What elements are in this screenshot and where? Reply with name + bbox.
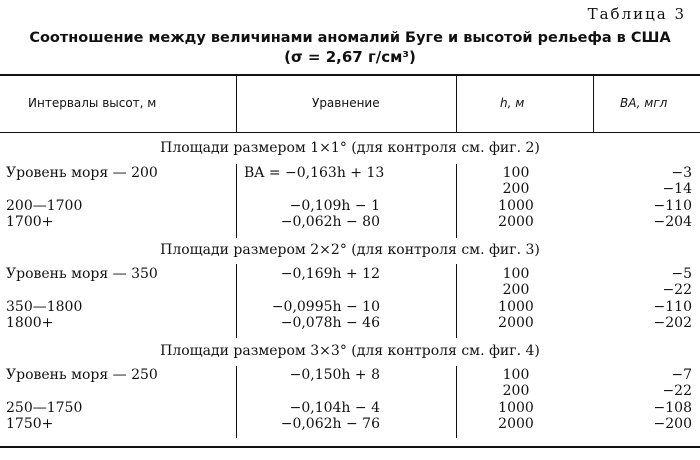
section-title: Площади размером 2×2° (для контроля см. фиг. 3) <box>160 242 540 258</box>
equation-cell: −0,062h − 80 <box>280 214 380 230</box>
section-divider-1 <box>236 366 237 438</box>
table-label: Таблица 3 <box>587 5 686 23</box>
equation-cell: −0,078h − 46 <box>280 315 380 331</box>
h-value: 200 <box>502 282 530 298</box>
section-divider-1 <box>236 264 237 338</box>
h-value: 2000 <box>498 416 534 432</box>
table-title: Соотношение между величинами аномалий Буге и высотой рельефа в США <box>29 30 671 46</box>
equation-cell: −0,109h − 1 <box>289 198 380 214</box>
ba-value: −22 <box>662 383 692 399</box>
section-title: Площади размером 3×3° (для контроля см. фиг. 4) <box>160 343 540 359</box>
interval-label: 350—1800 <box>6 299 83 315</box>
header-ba: BA, мгл <box>620 96 668 110</box>
header-bottom-rule <box>0 132 700 133</box>
header-h: h, м <box>500 96 525 110</box>
ba-value: −200 <box>653 416 692 432</box>
interval-label: 1800+ <box>6 315 54 331</box>
section-divider-1 <box>236 164 237 238</box>
ba-value: −202 <box>653 315 692 331</box>
equation-cell: −0,062h − 76 <box>280 416 380 432</box>
h-value: 1000 <box>498 198 534 214</box>
section-title: Площади размером 1×1° (для контроля см. фиг. 2) <box>160 140 540 156</box>
h-value: 2000 <box>498 315 534 331</box>
header-divider-3 <box>593 76 594 132</box>
equation-cell: −0,104h − 4 <box>289 400 380 416</box>
ba-value: −5 <box>671 266 692 282</box>
interval-label: 1700+ <box>6 214 54 230</box>
ba-value: −14 <box>662 181 692 197</box>
ba-value: −110 <box>653 198 692 214</box>
equation-cell: −0,169h + 12 <box>280 266 380 282</box>
h-value: 100 <box>502 266 530 282</box>
interval-label: Уровень моря — 350 <box>6 266 158 282</box>
header-intervals: Интервалы высот, м <box>28 96 157 110</box>
header-divider-2 <box>456 76 457 132</box>
h-value: 200 <box>502 181 530 197</box>
h-value: 2000 <box>498 214 534 230</box>
h-value: 100 <box>502 367 530 383</box>
table-subtitle: (σ = 2,67 г/см³) <box>284 48 416 66</box>
h-value: 100 <box>502 165 530 181</box>
equation-cell: −0,0995h − 10 <box>271 299 380 315</box>
ba-value: −7 <box>671 367 692 383</box>
table-bottom-rule <box>0 446 700 448</box>
ba-value: −108 <box>653 400 692 416</box>
ba-value: −110 <box>653 299 692 315</box>
header-divider-1 <box>236 76 237 132</box>
interval-label: 200—1700 <box>6 198 83 214</box>
interval-label: 250—1750 <box>6 400 83 416</box>
interval-label: Уровень моря — 250 <box>6 367 158 383</box>
ba-value: −204 <box>653 214 692 230</box>
header-top-rule <box>0 74 700 76</box>
h-value: 200 <box>502 383 530 399</box>
ba-value: −3 <box>671 165 692 181</box>
equation-cell: BA = −0,163h + 13 <box>244 165 385 181</box>
header-equation: Уравнение <box>312 96 380 110</box>
interval-label: Уровень моря — 200 <box>6 165 158 181</box>
h-value: 1000 <box>498 400 534 416</box>
ba-value: −22 <box>662 282 692 298</box>
interval-label: 1750+ <box>6 416 54 432</box>
equation-cell: −0,150h + 8 <box>289 367 380 383</box>
h-value: 1000 <box>498 299 534 315</box>
